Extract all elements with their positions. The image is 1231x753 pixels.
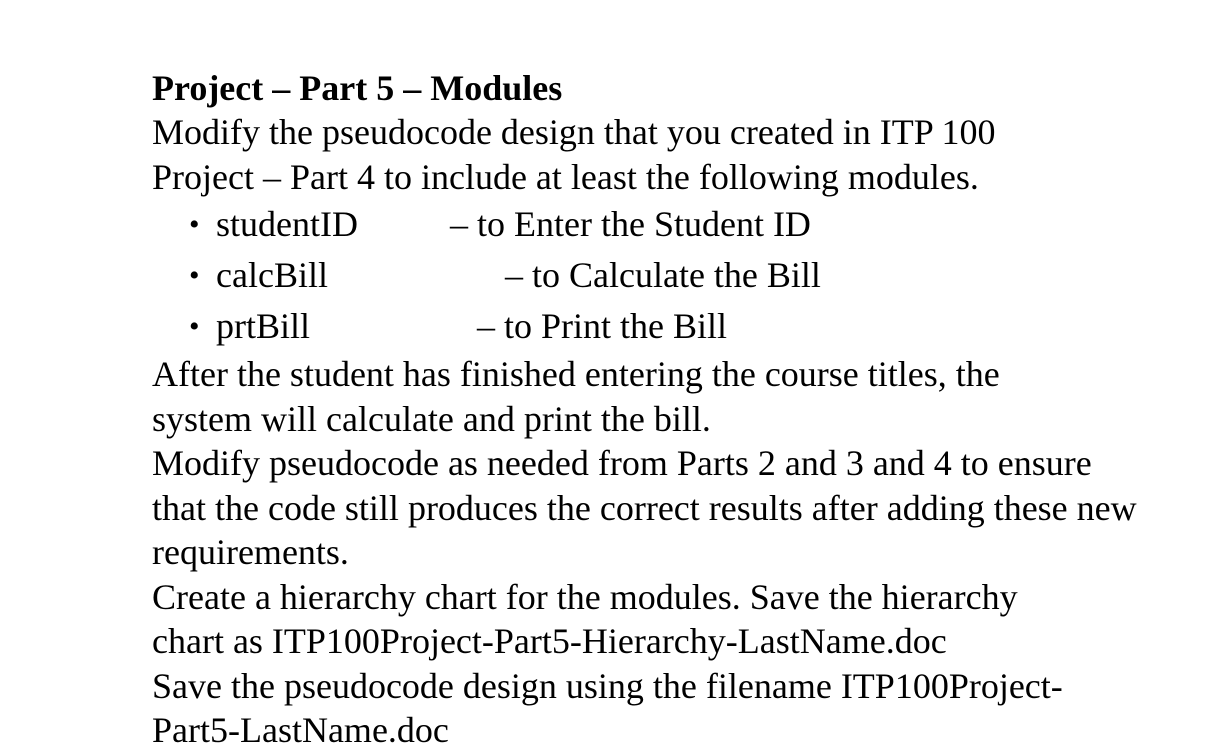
bullet-icon: •: [189, 259, 200, 292]
document-title: Project – Part 5 – Modules: [152, 68, 563, 108]
module-item-studentid: [152, 199, 1222, 250]
paragraph-save-pseudocode: Save the pseudocode design using the filename ITP100Project-Part5-LastName.doc: [152, 665, 1063, 750]
module-list: [152, 199, 1222, 352]
module-item-calcbill: [152, 250, 1222, 301]
document-body: [152, 66, 1222, 753]
module-item-prtbill: [152, 301, 1222, 352]
module-description: – to Enter the Student ID: [450, 204, 811, 244]
module-name: calcBill: [216, 255, 328, 295]
paragraph-modify-pseudocode: Modify pseudocode as needed from Parts 2 and 3 and 4 to ensure that the code still produces the correct results after adding these new requirements.: [152, 443, 1137, 572]
paragraph-calculation: After the student has finished entering the course titles, the system will calculate and print the bill.: [152, 354, 1000, 439]
paragraph-hierarchy-chart: Create a hierarchy chart for the modules. Save the hierarchy chart as ITP100Project-Part5-Hierarchy-LastName.doc: [152, 576, 1018, 661]
module-name: studentID: [216, 204, 358, 244]
bullet-icon: •: [189, 310, 200, 343]
module-description: – to Calculate the Bill: [505, 255, 821, 295]
bullet-icon: •: [189, 208, 200, 241]
module-name: prtBill: [216, 306, 311, 346]
intro-paragraph: Modify the pseudocode design that you created in ITP 100 Project – Part 4 to include at least the following modules.: [152, 112, 996, 197]
module-description: – to Print the Bill: [477, 306, 728, 346]
